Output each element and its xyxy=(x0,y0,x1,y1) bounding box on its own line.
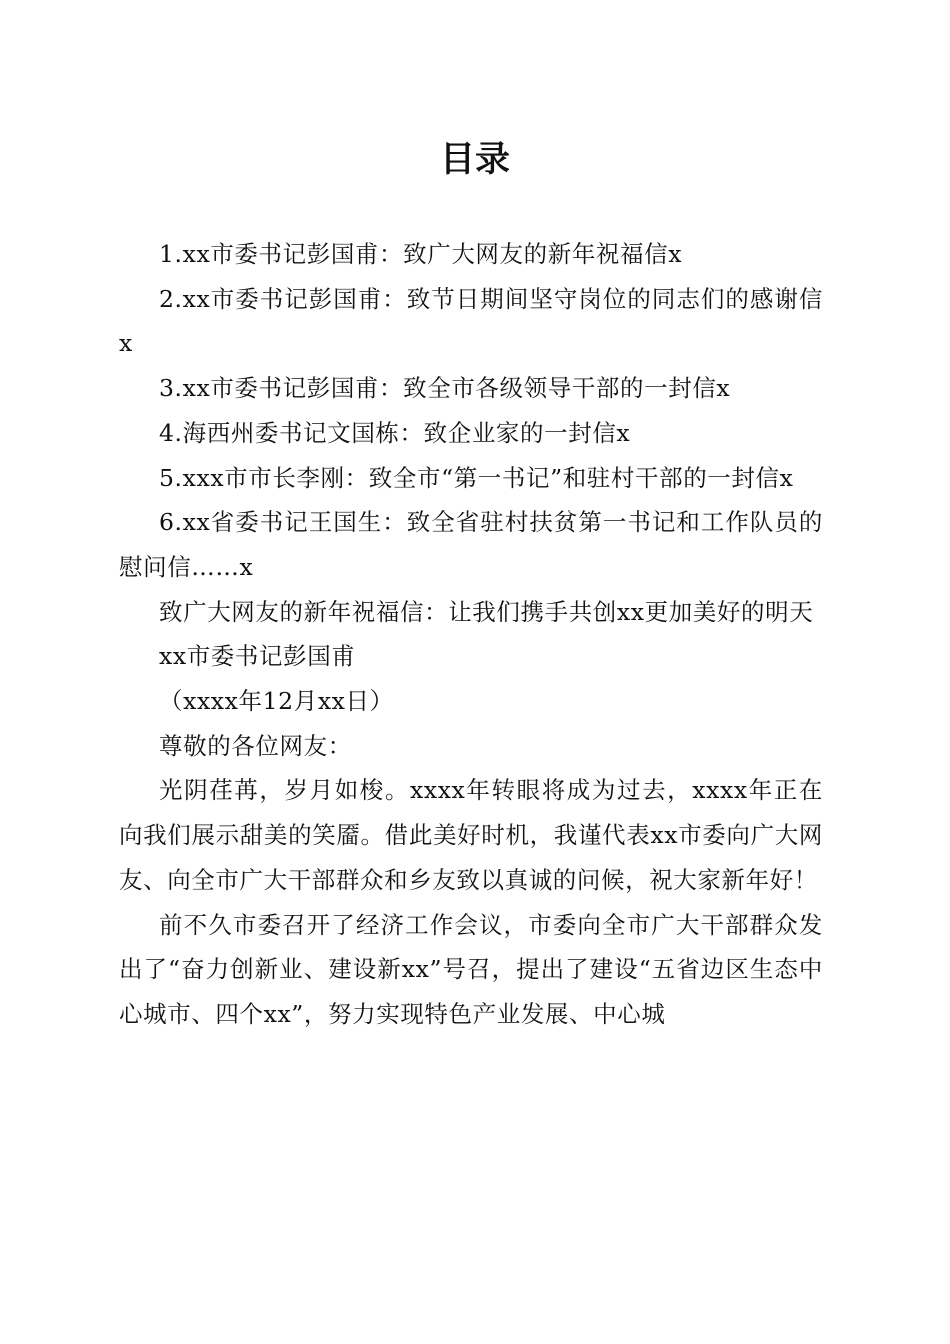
letter-title: 致广大网友的新年祝福信：让我们携手共创xx更加美好的明天 xyxy=(159,597,814,626)
body-paragraph-1: 光阴荏苒，岁月如梭。xxxx年转眼将成为过去，xxxx年正在向我们展示甜美的笑靥。借此美好时机，我谨代表xx市委向广大网友、向全市广大干部群众和乡友致以真诚的问候，祝大家新年好！ xyxy=(119,776,823,894)
body-paragraph-2: 前不久市委召开了经济工作会议，市委向全市广大干部群众发出了“奋力创新业、建设新xx”号召，提出了建设“五省边区生态中心城市、四个xx”，努力实现特色产业发展、中心城 xyxy=(119,910,823,1028)
toc-item-2: 2.xx市委书记彭国甫：致节日期间坚守岗位的同志们的感谢信x xyxy=(119,284,823,358)
toc-item-1: 1.xx市委书记彭国甫：致广大网友的新年祝福信x xyxy=(159,240,683,268)
toc-item-4: 4.海西州委书记文国栋：致企业家的一封信x xyxy=(159,418,631,447)
letter-date: （xxxx年12月xx日） xyxy=(159,687,394,716)
document-body xyxy=(119,232,823,1037)
letter-author: xx市委书记彭国甫 xyxy=(159,642,356,671)
toc-item-5: 5.xxx市市长李刚：致全市“第一书记”和驻村干部的一封信x xyxy=(159,463,794,492)
toc-item-6: 6.xx省委书记王国生：致全省驻村扶贫第一书记和工作队员的慰问信……x xyxy=(119,508,823,581)
toc-item-3: 3.xx市委书记彭国甫：致全市各级领导干部的一封信x xyxy=(159,374,731,403)
letter-salutation: 尊敬的各位网友： xyxy=(159,731,352,760)
page-title: 目录 xyxy=(439,139,510,180)
